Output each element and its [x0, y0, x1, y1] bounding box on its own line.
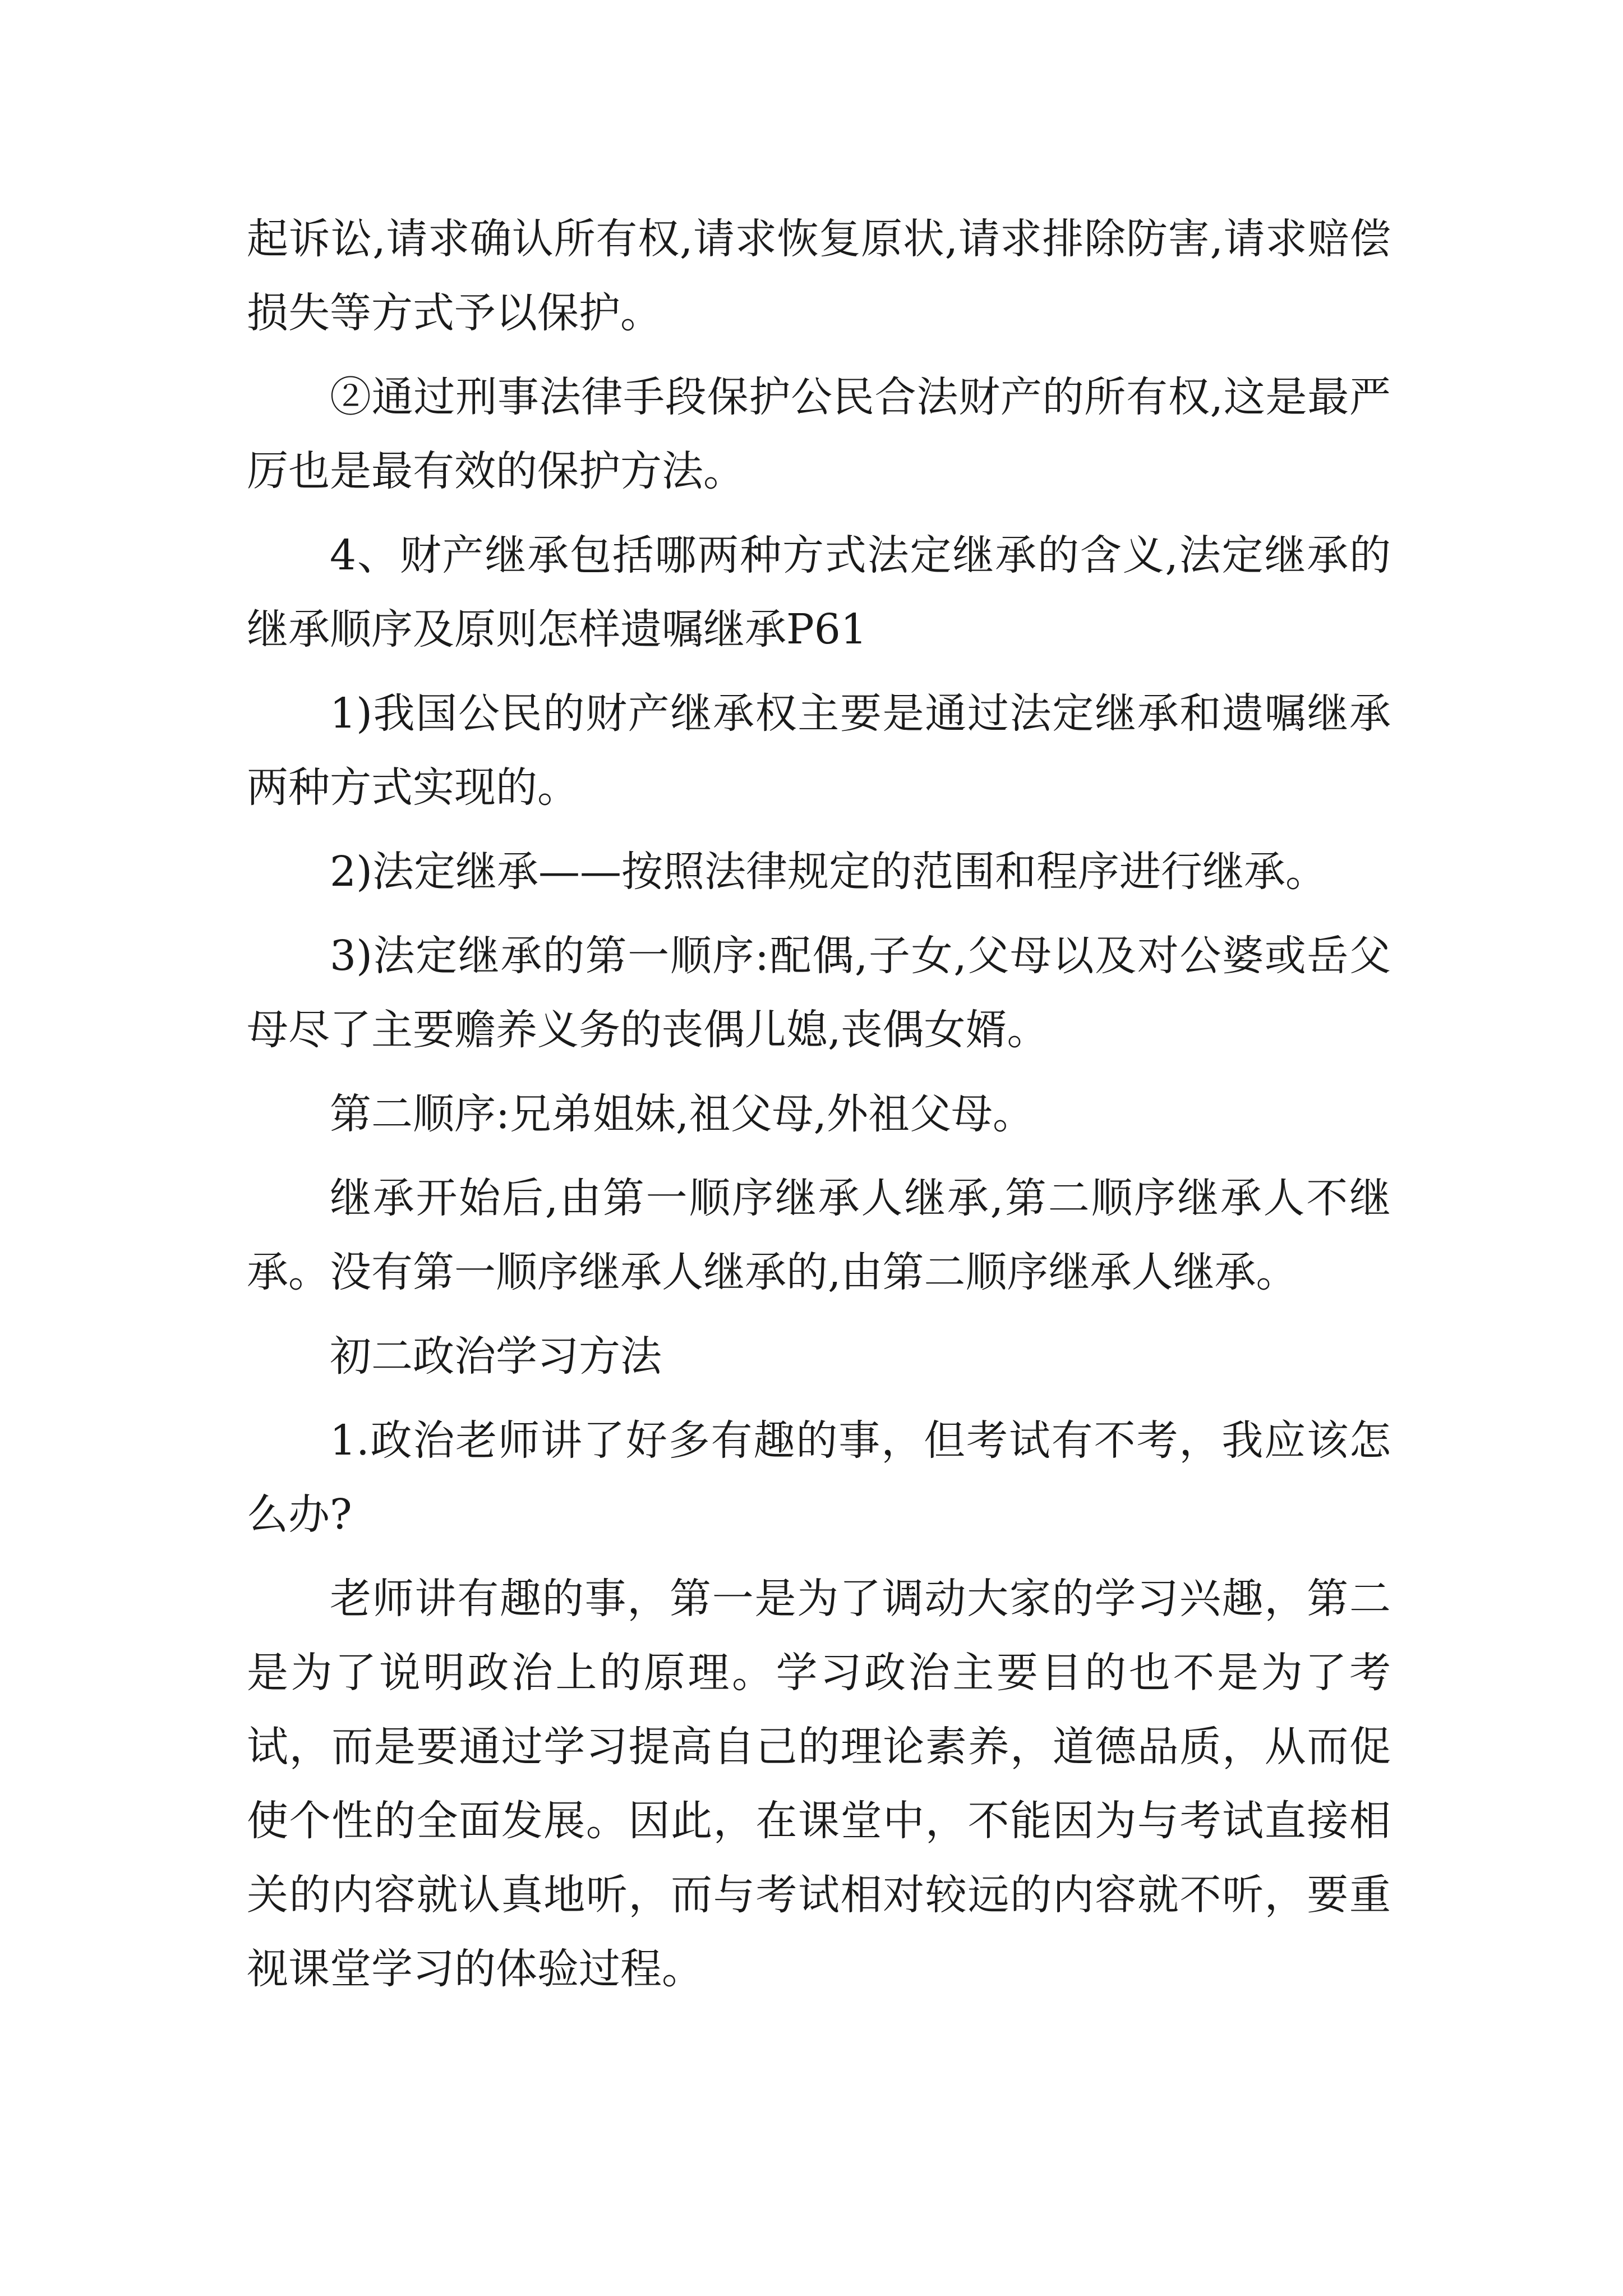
- paragraph-study-question-1: 1.政治老师讲了好多有趣的事，但考试有不考，我应该怎么办?: [247, 1416, 1391, 1539]
- paragraph-question-4: 4、财产继承包括哪两种方式法定继承的含义,法定继承的继承顺序及原则怎样遗嘱继承P61: [247, 531, 1391, 654]
- paragraph-point-1: 1)我国公民的财产继承权主要是通过法定继承和遗嘱继承两种方式实现的。: [247, 689, 1391, 812]
- section-heading-study-methods: 初二政治学习方法: [330, 1332, 662, 1381]
- paragraph-continuation-civil-protection: 起诉讼,请求确认所有权,请求恢复原状,请求排除防害,请求赔偿损失等方式予以保护。: [247, 215, 1391, 337]
- paragraph-point-2: 2)法定继承——按照法律规定的范围和程序进行继承。: [330, 848, 1327, 896]
- paragraph-inheritance-rule: 继承开始后,由第一顺序继承人继承,第二顺序继承人不继承。没有第一顺序继承人继承的,由第二顺序继承人继承。: [247, 1174, 1391, 1296]
- paragraph-criminal-protection: ②通过刑事法律手段保护公民合法财产的所有权,这是最严厉也是最有效的保护方法。: [247, 373, 1391, 495]
- paragraph-point-3: 3)法定继承的第一顺序:配偶,子女,父母以及对公婆或岳父母尽了主要赡养义务的丧偶儿媳,丧偶女婿。: [247, 932, 1391, 1054]
- paragraph-second-order: 第二顺序:兄弟姐妹,祖父母,外祖父母。: [330, 1090, 1034, 1138]
- document-body: [247, 202, 1391, 2016]
- paragraph-study-answer-1: 老师讲有趣的事，第一是为了调动大家的学习兴趣，第二是为了说明政治上的原理。学习政治主要目的也不是为了考试，而是要通过学习提高自己的理论素养，道德品质，从而促使个性的全面发展。因此，在课堂中，不能因为与考试直接相关的内容就认真地听，而与考试相对较远的内容就不听，要重视课堂学习的体验过程。: [247, 1575, 1391, 1993]
